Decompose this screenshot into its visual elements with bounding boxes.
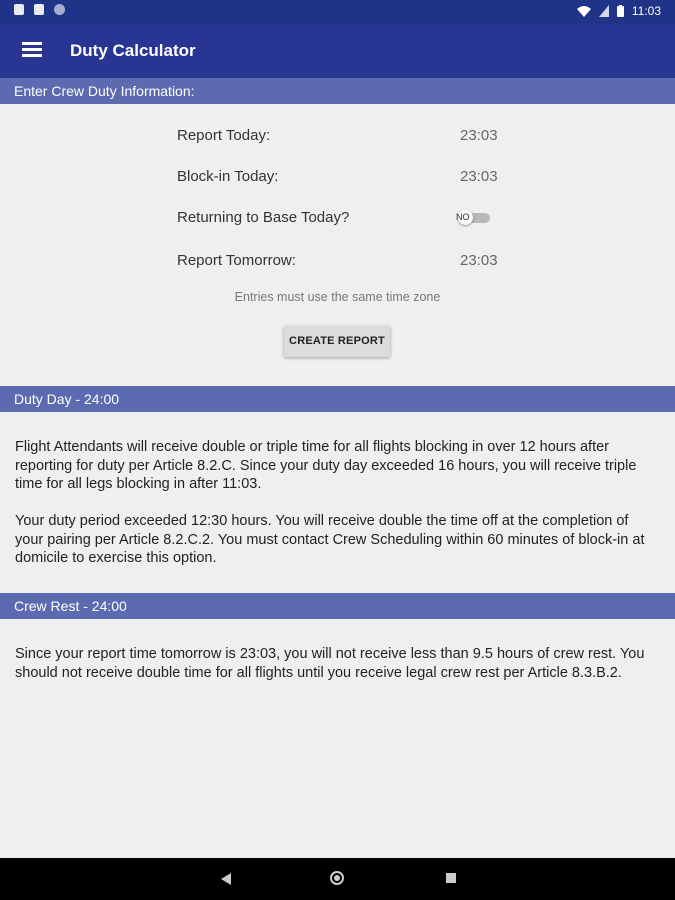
signal-icon <box>599 5 609 17</box>
page-title: Duty Calculator <box>70 41 196 60</box>
report-today-label: Report Today: <box>177 127 271 144</box>
system-nav-bar <box>0 858 675 900</box>
recent-apps-icon[interactable] <box>446 873 456 883</box>
returning-toggle[interactable] <box>456 211 492 225</box>
app-notification-icon <box>14 4 24 15</box>
section-header-info: Enter Crew Duty Information: <box>0 78 675 104</box>
back-icon[interactable] <box>221 873 231 885</box>
wifi-icon <box>577 5 591 17</box>
system-icons <box>577 4 661 18</box>
returning-label: Returning to Base Today? <box>177 209 350 226</box>
sd-card-icon <box>34 4 44 15</box>
sync-icon <box>54 4 65 15</box>
battery-icon <box>617 5 624 17</box>
report-today-time[interactable]: 23:03 <box>460 127 498 144</box>
section-header-rest: Crew Rest - 24:00 <box>0 593 675 619</box>
hamburger-menu-icon[interactable] <box>22 42 42 58</box>
report-tomorrow-time[interactable]: 23:03 <box>460 252 498 269</box>
timezone-note: Entries must use the same time zone <box>234 290 441 304</box>
status-bar <box>0 0 675 24</box>
app-toolbar <box>0 24 675 78</box>
report-tomorrow-label: Report Tomorrow: <box>177 252 296 269</box>
status-time: 11:03 <box>631 4 661 18</box>
notification-icons <box>14 4 65 15</box>
duty-paragraph-2: Your duty period exceeded 12:30 hours. You will receive double the time off at the completion of your pairing per Article 8.2.C.2. You must contact Crew Scheduling within 60 minutes of block-in at domicile to exercise this option. <box>15 513 645 566</box>
blockin-today-time[interactable]: 23:03 <box>460 168 498 185</box>
blockin-today-label: Block-in Today: <box>177 168 279 185</box>
create-report-button[interactable]: CREATE REPORT <box>284 326 390 357</box>
home-icon[interactable] <box>330 871 344 885</box>
section-header-duty: Duty Day - 24:00 <box>0 386 675 412</box>
toggle-text: NO <box>456 212 470 222</box>
rest-paragraph: Since your report time tomorrow is 23:03, you will not receive less than 9.5 hours of crew rest. You should not receive double time for all flights until you receive legal crew rest per Article 8.3.B.2. <box>15 646 645 681</box>
duty-paragraph-1: Flight Attendants will receive double or triple time for all flights blocking in over 12 hours after reporting for duty per Article 8.2.C. Since your duty day exceeded 16 hours, you will receive triple time for all legs blocking in after 11:03. <box>15 439 637 492</box>
